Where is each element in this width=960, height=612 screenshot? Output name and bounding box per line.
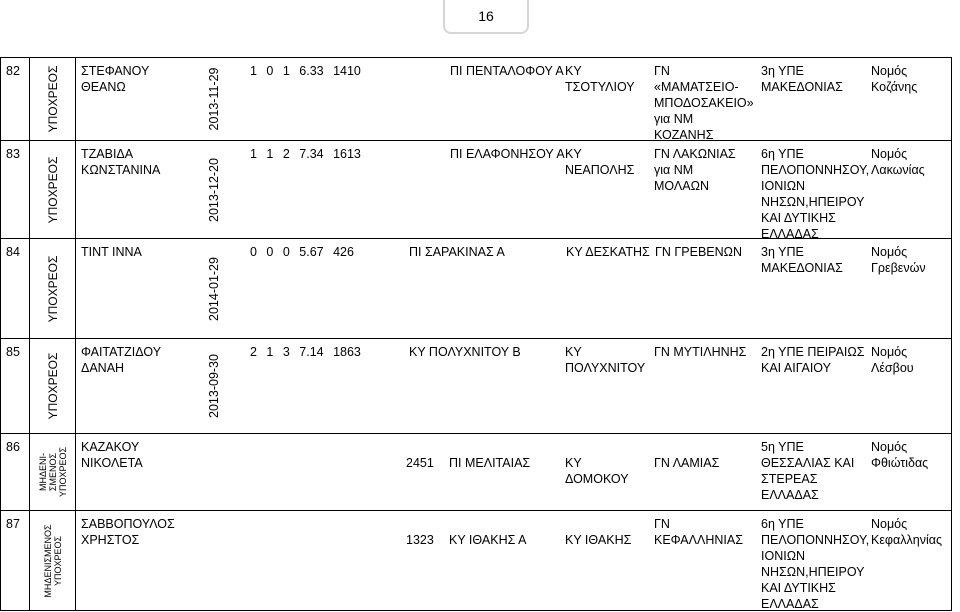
health-region: 6η ΥΠΕ ΠΕΛΟΠΟΝΝΗΣΟΥ, ΙΟΝΙΩΝ ΝΗΣΩΝ,ΗΠΕΙΡΟΥ ΚΑΙ ΔΥΤΙΚΗΣ ΕΛΛΑΔΑΣ <box>761 517 870 611</box>
health-region: 3η ΥΠΕ ΜΑΚΕΔΟΝΙΑΣ <box>761 64 843 94</box>
status: ΜΗΔΕΝΙ- ΣΜΕΝΟΣ ΥΠΟΧΡΕΟΣ <box>37 446 68 498</box>
row-number: 87 <box>6 517 20 531</box>
hospital: ΓΝ ΛΑΜΙΑΣ <box>654 456 720 470</box>
health-center: ΚΥ ΝΕΑΠΟΛΗΣ <box>565 147 635 177</box>
health-region: 6η ΥΠΕ ΠΕΛΟΠΟΝΝΗΣΟΥ, ΙΟΝΙΩΝ ΝΗΣΩΝ,ΗΠΕΙΡΟΥ ΚΑΙ ΔΥΤΙΚΗΣ ΕΛΛΑΔΑΣ <box>761 147 870 241</box>
table-row <box>0 238 952 338</box>
numbers: 1 0 1 6.33 1410 <box>250 64 361 78</box>
hospital: ΓΝ «ΜΑΜΑΤΣΕΙΟ-ΜΠΟΔΟΣΑΚΕΙΟ» για ΝΜ ΚΟΖΑΝΗΣ <box>654 64 754 142</box>
health-center: ΚΥ ΠΟΛΥΧΝΙΤΟΥ <box>565 345 646 375</box>
numbers: 2 1 3 7.14 1863 <box>250 345 361 359</box>
date: 2013-12-20 <box>207 157 221 222</box>
prefecture: Νομός Λέσβου <box>871 345 914 375</box>
school: ΚΥ ΙΘΑΚΗΣ Α <box>449 533 527 547</box>
table-row <box>0 433 952 510</box>
status: ΥΠΟΧΡΕΟΣ <box>45 352 60 420</box>
row-number: 83 <box>6 147 20 161</box>
numbers: 0 0 0 5.67 426 <box>250 245 354 259</box>
date: 2014-01-29 <box>207 256 221 321</box>
school: ΠΙ ΜΕΛΙΤΑΙΑΣ <box>449 456 531 470</box>
page-number <box>443 0 529 34</box>
full-name: ΤΖΑΒΙΔΑ ΚΩΝΣΤΑΝΙΝΑ <box>81 147 161 177</box>
numbers: 1323 <box>406 533 434 547</box>
row-number: 84 <box>6 245 20 259</box>
status: ΜΗΔΕΝΙΣΜΕΝΟΣ ΥΠΟΧΡΕΟΣ <box>42 523 63 598</box>
numbers: 2451 <box>406 456 434 470</box>
table-row <box>0 510 952 611</box>
status: ΥΠΟΧΡΕΟΣ <box>45 255 60 322</box>
full-name: ΣΤΕΦΑΝΟΥ ΘΕΑΝΩ <box>81 64 150 94</box>
school: ΠΙ ΣΑΡΑΚΙΝΑΣ Α <box>409 245 505 259</box>
table-row <box>0 140 952 241</box>
hospital: ΓΝ ΜΥΤΙΛΗΝΗΣ <box>654 345 747 359</box>
full-name: ΦΑΙΤΑΤΖΙΔΟΥ ΔΑΝΑΗ <box>81 345 161 375</box>
assignments-table <box>0 57 952 611</box>
table-row <box>0 57 952 140</box>
hospital: ΓΝ ΓΡΕΒΕΝΩΝ <box>655 245 743 259</box>
table-row <box>0 338 952 433</box>
prefecture: Νομός Γρεβενών <box>871 245 926 275</box>
numbers: 1 1 2 7.34 1613 <box>250 147 361 161</box>
date: 2013-09-30 <box>207 354 221 418</box>
health-region: 2η ΥΠΕ ΠΕΙΡΑΙΩΣ ΚΑΙ ΑΙΓΑΙΟΥ <box>761 345 865 375</box>
health-center: ΚΥ ΔΕΣΚΑΤΗΣ <box>566 245 650 259</box>
prefecture: Νομός Φθιώτιδας <box>871 440 929 470</box>
full-name: ΚΑΖΑΚΟΥ ΝΙΚΟΛΕΤΑ <box>81 440 143 470</box>
hospital: ΓΝ ΚΕΦΑΛΛΗΝΙΑΣ <box>654 517 743 547</box>
hospital: ΓΝ ΛΑΚΩΝΙΑΣ για ΝΜ ΜΟΛΑΩΝ <box>654 147 736 193</box>
page-number-text: 16 <box>478 8 494 24</box>
school: ΠΙ ΠΕΝΤΑΛΟΦΟΥ Α <box>450 64 564 78</box>
status: ΥΠΟΧΡΕΟΣ <box>45 65 60 133</box>
row-number: 86 <box>6 440 20 454</box>
school: ΚΥ ΠΟΛΥΧΝΙΤΟΥ Β <box>409 345 521 359</box>
health-center: ΚΥ ΤΣΟΤΥΛΙΟΥ <box>565 64 635 94</box>
health-region: 5η ΥΠΕ ΘΕΣΣΑΛΙΑΣ ΚΑΙ ΣΤΕΡΕΑΣ ΕΛΛΑΔΑΣ <box>761 440 855 502</box>
health-region: 3η ΥΠΕ ΜΑΚΕΔΟΝΙΑΣ <box>761 245 843 275</box>
prefecture: Νομός Κοζάνης <box>871 64 918 94</box>
date: 2013-11-29 <box>207 67 221 131</box>
health-center: ΚΥ ΔΟΜΟΚΟΥ <box>565 456 629 486</box>
full-name: ΤΙΝΤ ΙΝΝΑ <box>81 245 142 259</box>
prefecture: Νομός Λακωνίας <box>871 147 925 177</box>
row-number: 82 <box>6 64 20 78</box>
row-number: 85 <box>6 345 20 359</box>
health-center: ΚΥ ΙΘΑΚΗΣ <box>565 533 632 547</box>
full-name: ΣΑΒΒΟΠΟΥΛΟΣ ΧΡΗΣΤΟΣ <box>81 517 175 547</box>
status: ΥΠΟΧΡΕΟΣ <box>45 156 60 223</box>
school: ΠΙ ΕΛΑΦΟΝΗΣΟΥ Α <box>450 147 565 161</box>
prefecture: Νομός Κεφαλληνίας <box>871 517 942 547</box>
